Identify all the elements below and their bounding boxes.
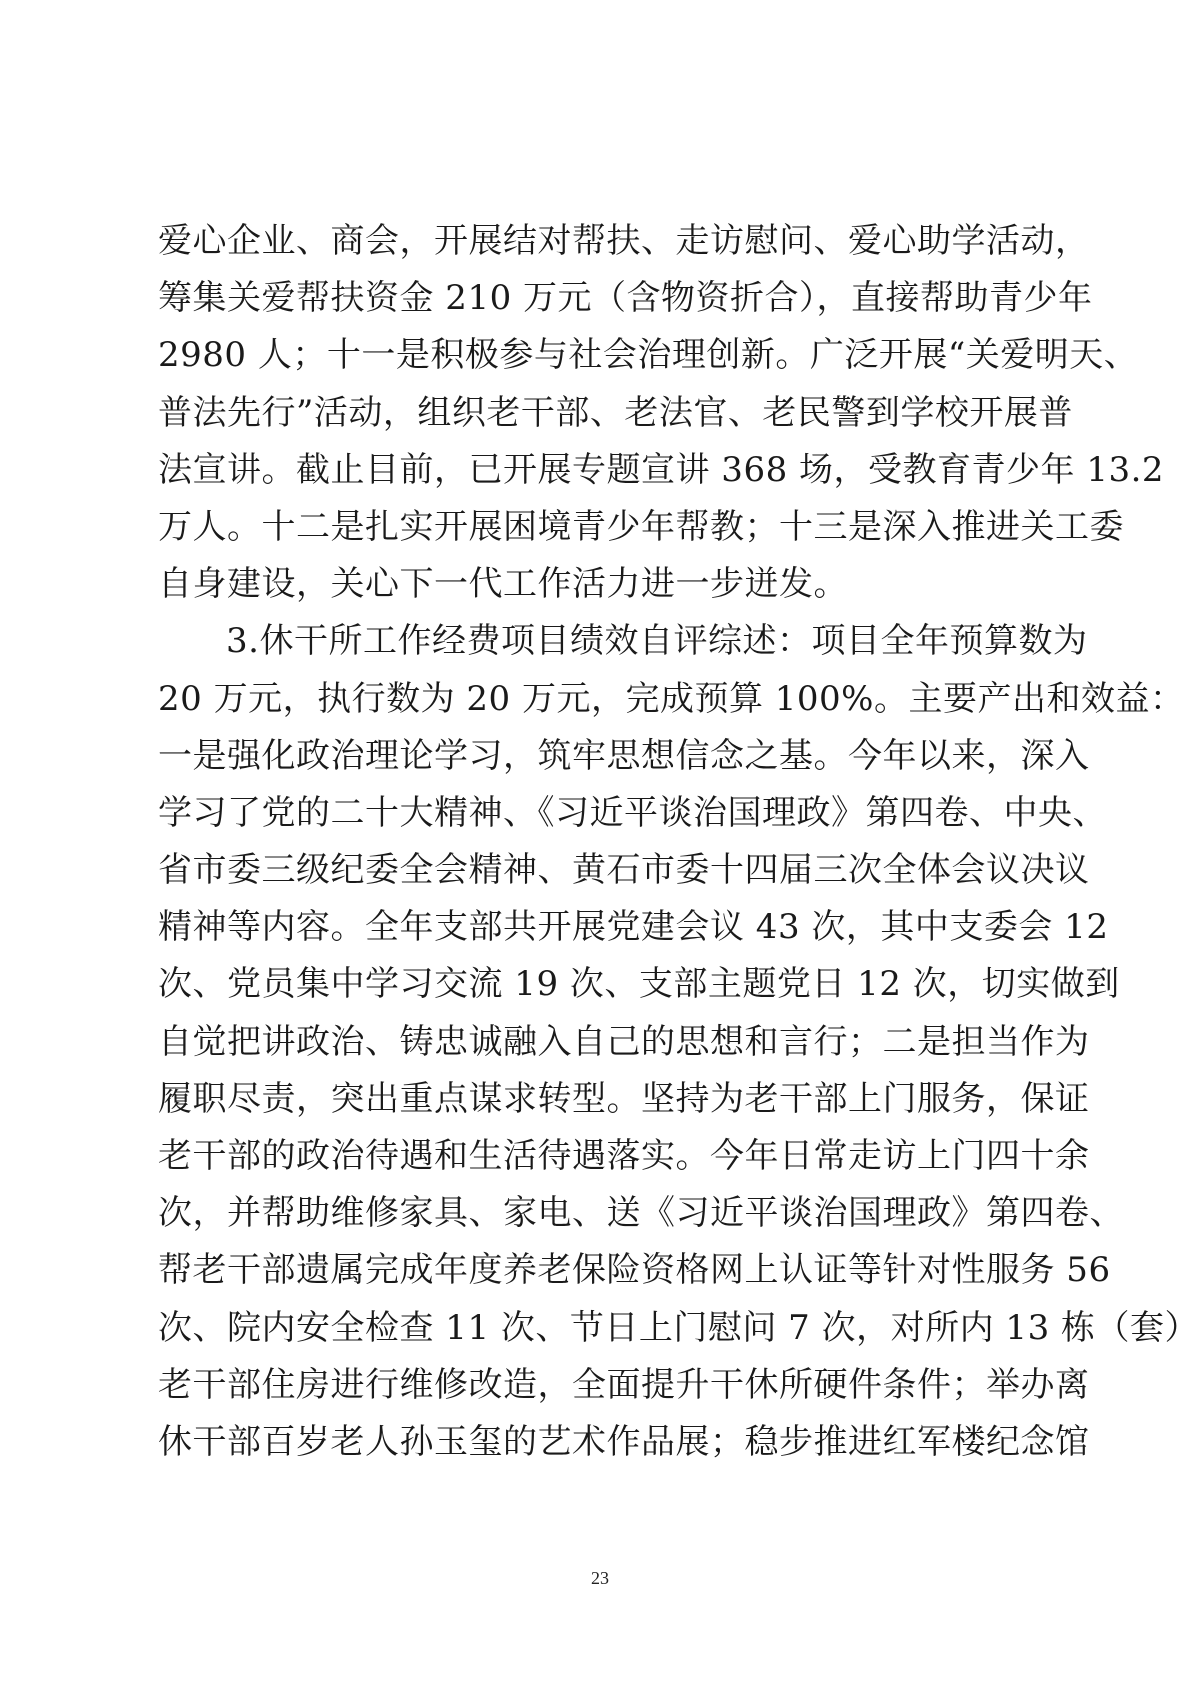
text-line: 次、党员集中学习交流 19 次、支部主题党日 12 次，切实做到 (158, 964, 1120, 1005)
text-line: 爱心企业、商会，开展结对帮扶、走访慰问、爱心助学活动， (158, 221, 1090, 261)
text-line: 自身建设，关心下一代工作活力进一步迸发。 (158, 564, 848, 605)
text-line: 省市委三级纪委全会精神、黄石市委十四届三次全体会议决议 (158, 850, 1090, 891)
body-text (158, 213, 1200, 1471)
text-line: 普法先行”活动，组织老干部、老法官、老民警到学校开展普 (158, 392, 1073, 433)
text-line: 老干部住房进行维修改造，全面提升干休所硬件条件；举办离 (158, 1364, 1090, 1405)
text-line: 自觉把讲政治、铸忠诚融入自己的思想和言行；二是担当作为 (158, 1021, 1090, 1062)
text-line: 万人。十二是扎实开展困境青少年帮教；十三是深入推进关工委 (158, 506, 1124, 547)
text-line: 3.休干所工作经费项目绩效自评综述：项目全年预算数为 (226, 621, 1088, 662)
text-line: 筹集关爱帮扶资金 210 万元（含物资折合），直接帮助青少年 (158, 278, 1093, 319)
page-number: 23 (591, 1568, 609, 1588)
text-line: 次、院内安全检查 11 次、节日上门慰问 7 次，对所内 13 栋（套） (158, 1307, 1200, 1348)
text-line: 2980 人；十一是积极参与社会治理创新。广泛开展“关爱明天、 (158, 335, 1139, 376)
text-line: 老干部的政治待遇和生活待遇落实。今年日常走访上门四十余 (158, 1136, 1090, 1176)
text-line: 次，并帮助维修家具、家电、送《习近平谈治国理政》第四卷、 (158, 1193, 1124, 1234)
text-line: 休干部百岁老人孙玉玺的艺术作品展；稳步推进红军楼纪念馆 (158, 1421, 1090, 1462)
text-line: 帮老干部遗属完成年度养老保险资格网上认证等针对性服务 56 (158, 1250, 1111, 1291)
text-line: 履职尽责，突出重点谋求转型。坚持为老干部上门服务，保证 (158, 1078, 1090, 1119)
text-line: 一是强化政治理论学习，筑牢思想信念之基。今年以来，深入 (158, 735, 1090, 776)
text-line: 精神等内容。全年支部共开展党建会议 43 次，其中支委会 12 (158, 907, 1109, 948)
text-line: 法宣讲。截止目前，已开展专题宣讲 368 场，受教育青少年 13.2 (158, 449, 1165, 490)
text-line: 20 万元，执行数为 20 万元，完成预算 100%。主要产出和效益： (158, 678, 1185, 719)
text-line: 学习了党的二十大精神、《习近平谈治国理政》第四卷、中央、 (158, 792, 1107, 833)
